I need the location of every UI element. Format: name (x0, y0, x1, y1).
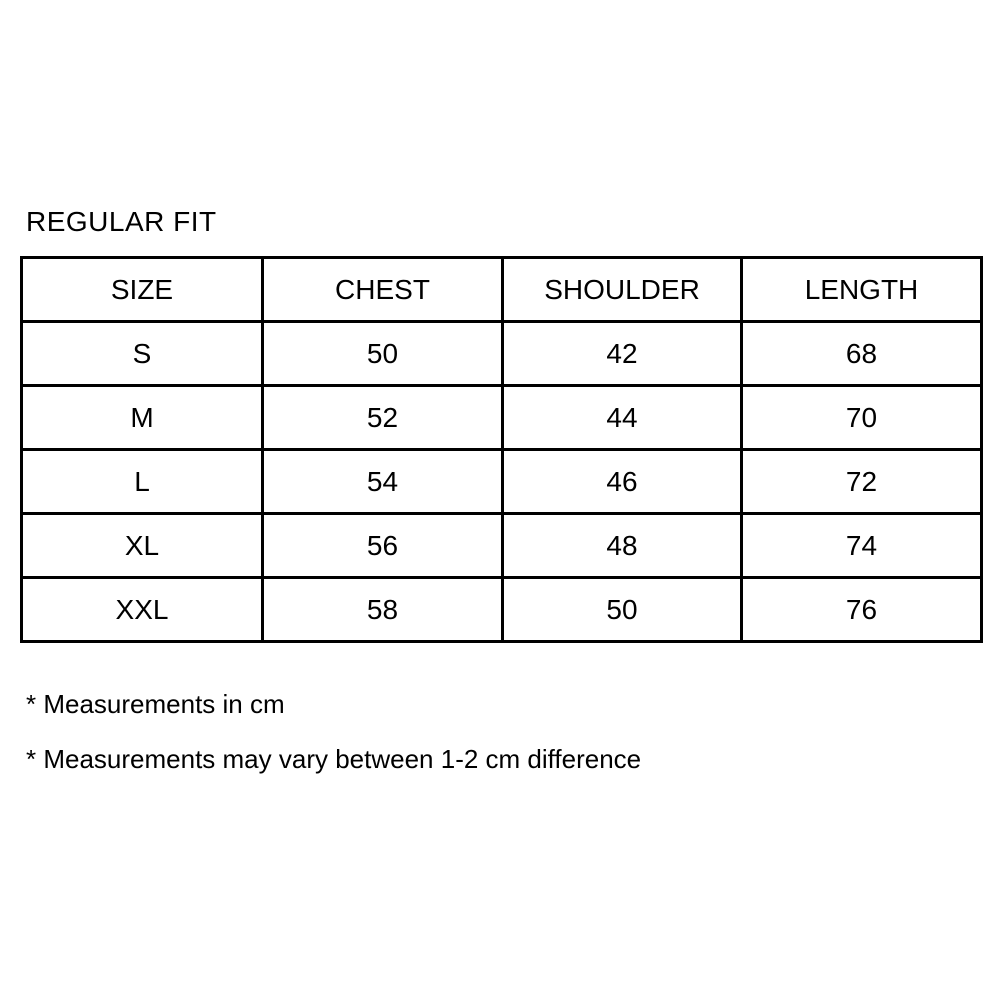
cell-size: L (22, 450, 263, 514)
cell-chest: 56 (263, 514, 503, 578)
cell-size: S (22, 322, 263, 386)
cell-shoulder: 50 (503, 578, 742, 642)
cell-size: M (22, 386, 263, 450)
cell-chest: 54 (263, 450, 503, 514)
column-header-length: LENGTH (742, 258, 982, 322)
cell-length: 72 (742, 450, 982, 514)
cell-size: XL (22, 514, 263, 578)
cell-length: 70 (742, 386, 982, 450)
table-row (22, 514, 982, 578)
cell-chest: 58 (263, 578, 503, 642)
table-row (22, 386, 982, 450)
size-chart-table (20, 256, 983, 643)
note-measurement-variance: * Measurements may vary between 1-2 cm difference (26, 743, 642, 774)
table-row (22, 578, 982, 642)
table-header-row (22, 258, 982, 322)
column-header-size: SIZE (22, 258, 263, 322)
cell-shoulder: 46 (503, 450, 742, 514)
table-row (22, 322, 982, 386)
column-header-chest: CHEST (263, 258, 503, 322)
cell-chest: 50 (263, 322, 503, 386)
cell-shoulder: 48 (503, 514, 742, 578)
cell-length: 74 (742, 514, 982, 578)
cell-chest: 52 (263, 386, 503, 450)
column-header-shoulder: SHOULDER (503, 258, 742, 322)
notes-section (26, 690, 966, 799)
note-measurement-unit: * Measurements in cm (26, 689, 285, 719)
cell-shoulder: 42 (503, 322, 742, 386)
fit-title: REGULAR FIT (26, 206, 217, 237)
cell-shoulder: 44 (503, 386, 742, 450)
table-row (22, 450, 982, 514)
cell-length: 68 (742, 322, 982, 386)
cell-length: 76 (742, 578, 982, 642)
cell-size: XXL (22, 578, 263, 642)
